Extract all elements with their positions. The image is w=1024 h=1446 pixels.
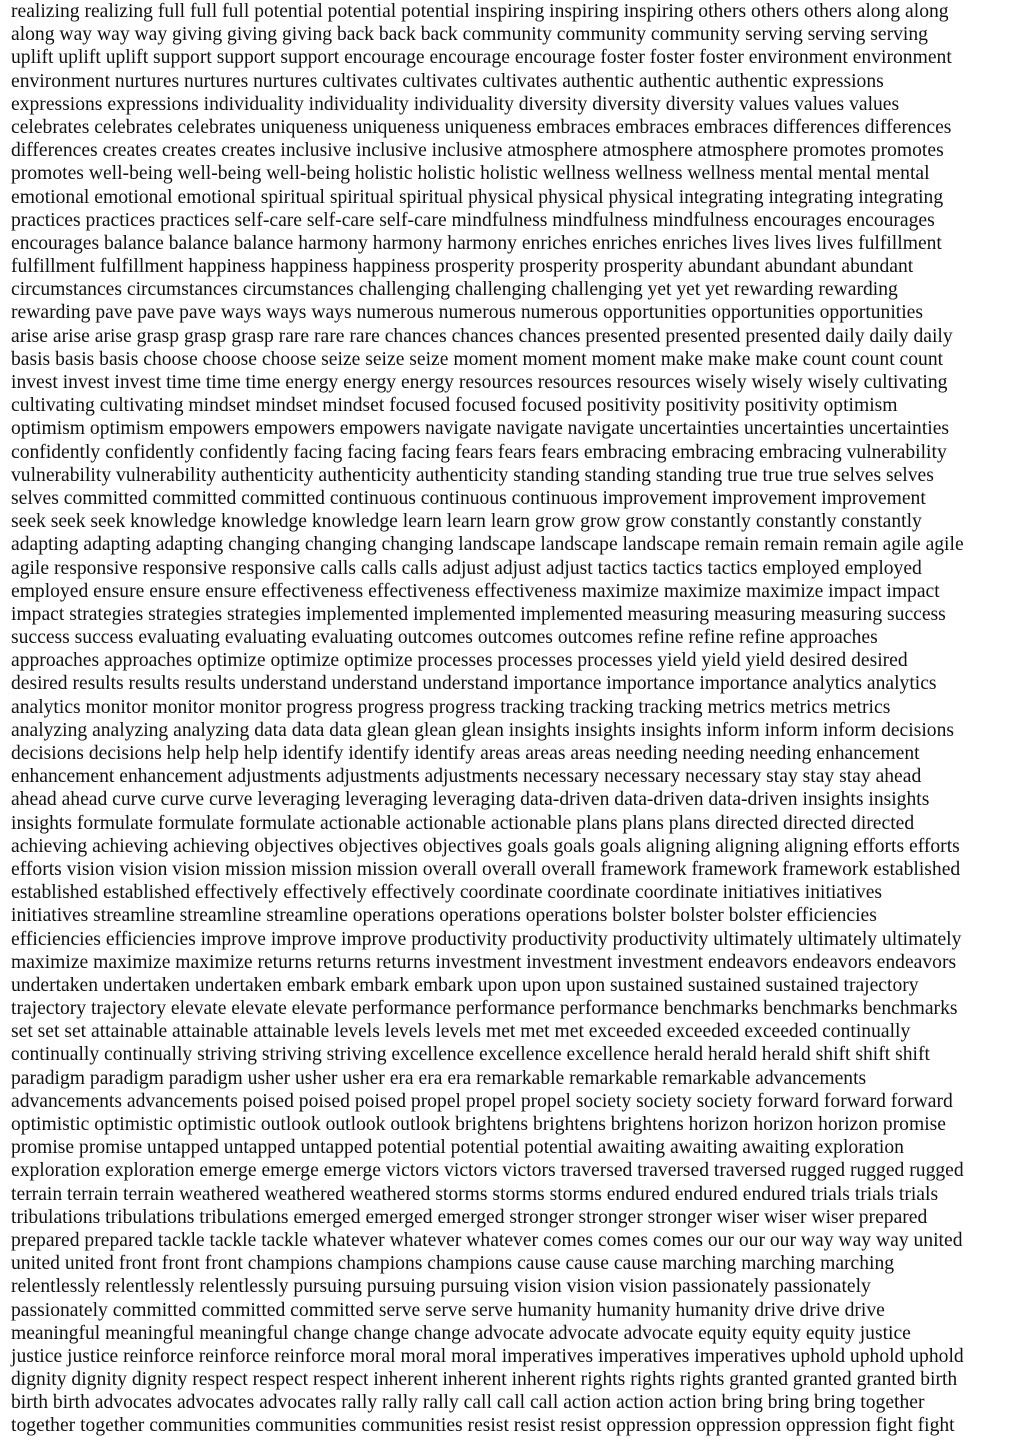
- text-line: employed ensure ensure ensure effectiveness effectiveness effectiveness maximize maximize maximize impact impact: [11, 580, 940, 602]
- text-line: emotional emotional emotional spiritual spiritual spiritual physical physical physical integrating integrating integrating: [11, 186, 944, 208]
- text-line: advancements advancements poised poised poised propel propel propel society society society forward forward forward: [11, 1090, 953, 1112]
- text-line: dignity dignity dignity respect respect respect inherent inherent inherent rights rights rights granted granted granted birth: [11, 1369, 958, 1391]
- text-line: desired results results results understand understand understand importance importance importance analytics analytics: [11, 673, 937, 695]
- text-line: selves committed committed committed continuous continuous continuous improvement improvement improvement: [11, 487, 926, 509]
- text-line: paradigm paradigm paradigm usher usher usher era era era remarkable remarkable remarkable advancements: [11, 1067, 867, 1089]
- text-line: cultivating cultivating mindset mindset mindset focused focused focused positivity positivity positivity optimism: [11, 395, 898, 417]
- text-line: fulfillment fulfillment happiness happiness happiness prosperity prosperity prosperity abundant abundant abundant: [11, 256, 914, 278]
- text-line: set set set attainable attainable attainable levels levels levels met met met exceeded exceeded exceeded continually: [11, 1021, 911, 1043]
- text-line: circumstances circumstances circumstances challenging challenging challenging yet yet yet rewarding rewarding: [11, 279, 898, 301]
- text-line: trajectory trajectory elevate elevate elevate performance performance performance benchmarks benchmarks benchmarks: [11, 998, 958, 1020]
- text-line: achieving achieving achieving objectives objectives objectives goals goals goals aligning aligning aligning efforts efforts: [11, 835, 960, 857]
- text-line: invest invest invest time time time energy energy energy resources resources resources wisely wisely wisely cultivating: [11, 372, 948, 393]
- text-line: impact strategies strategies strategies implemented implemented implemented measuring measuring measuring success: [11, 603, 946, 625]
- text-line: relentlessly relentlessly relentlessly pursuing pursuing pursuing vision vision vision passionately passionately: [11, 1276, 871, 1298]
- body-text: [11, 0, 1017, 1438]
- text-line: agile responsive responsive responsive calls calls calls adjust adjust adjust tactics tactics tactics employed employed: [11, 557, 922, 579]
- text-line: optimistic optimistic optimistic outlook outlook outlook brightens brightens brightens horizon horizon horizon promise: [11, 1114, 946, 1135]
- text-line: arise arise arise grasp grasp grasp rare rare rare chances chances chances presented presented presented daily daily daily: [11, 325, 953, 347]
- text-line: terrain terrain terrain weathered weathered weathered storms storms storms endured endured endured trials trials trials: [11, 1183, 939, 1205]
- text-line: expressions expressions individuality individuality individuality diversity diversity diversity values values values: [11, 93, 900, 115]
- text-line: approaches approaches optimize optimize optimize processes processes processes yield yield yield desired desired: [11, 650, 908, 672]
- text-line: promotes well-being well-being well-being holistic holistic holistic wellness wellness wellness mental mental mental: [11, 163, 930, 185]
- text-line: decisions decisions help help help identify identify identify areas areas areas needing needing needing enhancement: [11, 743, 920, 764]
- text-line: encourages balance balance balance harmony harmony harmony enriches enriches enriches lives lives lives fulfillment: [11, 232, 942, 254]
- text-line: analytics monitor monitor monitor progress progress progress tracking tracking tracking metrics metrics metrics: [11, 696, 891, 718]
- text-line: along way way way giving giving giving back back back community community community serving serving serving: [11, 24, 928, 46]
- text-line: basis basis basis choose choose choose seize seize seize moment moment moment make make make count count count: [11, 348, 944, 370]
- text-line: tribulations tribulations tribulations emerged emerged emerged stronger stronger stronger wiser wiser wiser prepared: [11, 1206, 928, 1228]
- text-line: justice justice reinforce reinforce reinforce moral moral moral imperatives imperatives imperatives uphold uphold uphold: [11, 1345, 964, 1367]
- text-line: practices practices practices self-care self-care self-care mindfulness mindfulness mindfulness encourages encourages: [11, 209, 935, 231]
- text-line: realizing realizing full full full potential potential potential inspiring inspiring inspiring others others others along along: [11, 1, 949, 22]
- text-line: birth birth advocates advocates advocates rally rally rally call call call action action action bring bring bring together: [11, 1392, 925, 1414]
- text-line: united united front front front champions champions champions cause cause cause marching marching marching: [11, 1253, 895, 1275]
- text-line: maximize maximize maximize returns returns returns investment investment investment endeavors endeavors endeavors: [11, 951, 957, 973]
- text-line: vulnerability vulnerability authenticity authenticity authenticity standing standing standing true true true selves selves: [11, 464, 934, 486]
- text-line: seek seek seek knowledge knowledge knowledge learn learn learn grow grow grow constantly constantly constantly: [11, 511, 922, 533]
- text-line: established established effectively effectively effectively coordinate coordinate coordinate initiatives initiatives: [11, 882, 883, 904]
- text-line: efficiencies efficiencies improve improve improve productivity productivity productivity ultimately ultimately ultimately: [11, 928, 962, 950]
- text-line: celebrates celebrates celebrates uniqueness uniqueness uniqueness embraces embraces embraces differences differences: [11, 116, 952, 138]
- text-line: continually continually striving striving striving excellence excellence excellence herald herald herald shift shift shift: [11, 1044, 930, 1066]
- text-line: environment nurtures nurtures nurtures cultivates cultivates cultivates authentic authentic authentic expressions: [11, 70, 884, 92]
- text-line: confidently confidently confidently facing facing facing fears fears fears embracing embracing embracing vulnerability: [11, 441, 947, 463]
- text-line: undertaken undertaken undertaken embark embark embark upon upon upon sustained sustained sustained trajectory: [11, 974, 919, 996]
- text-line: analyzing analyzing analyzing data data data glean glean glean insights insights insights inform inform inform decisions: [11, 719, 954, 741]
- text-line: passionately committed committed committed serve serve serve humanity humanity humanity drive drive drive: [11, 1299, 885, 1321]
- text-line: uplift uplift uplift support support support encourage encourage encourage foster foster foster environment environment: [11, 47, 952, 69]
- text-line: exploration exploration emerge emerge emerge victors victors victors traversed traversed traversed rugged rugged rugged: [11, 1160, 964, 1182]
- text-line: meaningful meaningful meaningful change change change advocate advocate advocate equity equity equity justice: [11, 1322, 911, 1344]
- text-line: differences creates creates creates inclusive inclusive inclusive atmosphere atmosphere atmosphere promotes promotes: [11, 140, 944, 162]
- text-line: rewarding pave pave pave ways ways ways numerous numerous numerous opportunities opportunities opportunities: [11, 302, 924, 324]
- text-line: insights formulate formulate formulate actionable actionable actionable plans plans plans directed directed directed: [11, 812, 915, 834]
- text-line: success success evaluating evaluating evaluating outcomes outcomes outcomes refine refine refine approaches: [11, 627, 878, 649]
- text-line: promise promise untapped untapped untapped potential potential potential awaiting awaiting awaiting exploration: [11, 1137, 904, 1159]
- text-line: together together communities communities communities resist resist resist oppression oppression oppression fight fight: [11, 1415, 955, 1437]
- text-line: efforts vision vision vision mission mission mission overall overall overall framework framework framework established: [11, 858, 961, 880]
- text-line: prepared prepared tackle tackle tackle whatever whatever whatever comes comes comes our our our way way way united: [11, 1229, 963, 1251]
- text-line: initiatives streamline streamline streamline operations operations operations bolster bolster bolster efficiencies: [11, 905, 877, 927]
- text-line: ahead ahead curve curve curve leveraging leveraging leveraging data-driven data-driven data-driven insights insights: [11, 789, 930, 811]
- text-line: adapting adapting adapting changing changing changing landscape landscape landscape remain remain remain agile agile: [11, 534, 964, 556]
- text-line: enhancement enhancement adjustments adjustments adjustments necessary necessary necessary stay stay stay ahead: [11, 766, 922, 788]
- text-line: optimism optimism empowers empowers empowers navigate navigate navigate uncertainties uncertainties uncertainties: [11, 418, 950, 440]
